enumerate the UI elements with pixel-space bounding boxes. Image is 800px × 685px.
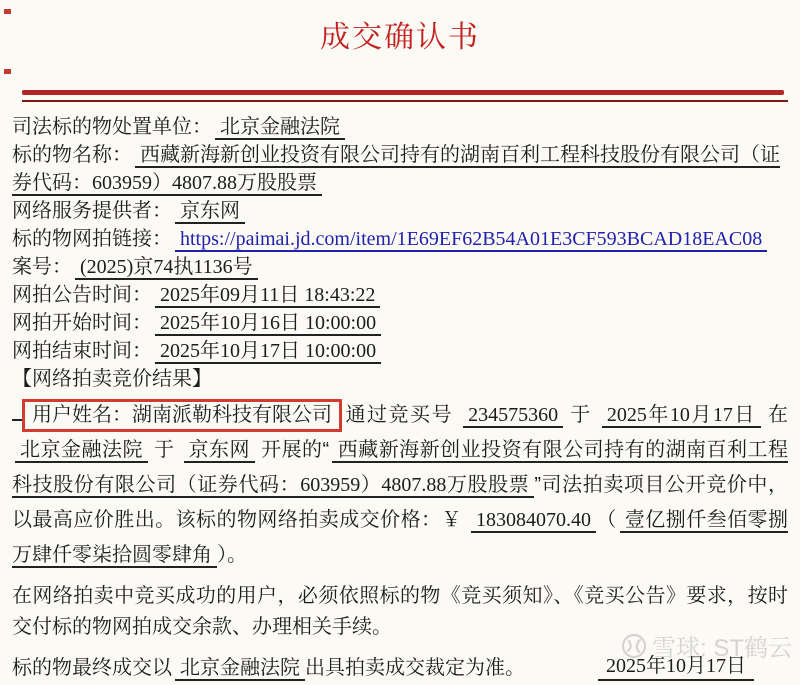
result-text: 通过竞买号 (344, 404, 461, 426)
winner-highlight-box (22, 399, 342, 432)
deal-price: 183084070.40 (471, 509, 596, 533)
field-label: 标的物网拍链接： (12, 228, 172, 250)
court-name: 北京金融法院 (15, 439, 148, 463)
field-list (12, 113, 788, 393)
result-text: 在 (760, 404, 789, 426)
field-label: 网拍公告时间： (12, 284, 152, 306)
case-number-value: (2025)京74执1136号 (75, 256, 258, 280)
signature-date: 2025年10月17日 (598, 649, 754, 681)
left-margin-red-mark (4, 69, 11, 74)
disposal-unit-value: 北京金融法院 (215, 116, 345, 140)
result-text: （ (595, 509, 617, 531)
auction-link[interactable]: https://paimai.jd.com/item/1E69EF62B54A01E3CF593BCAD18EAC08 (175, 228, 767, 252)
divider-thick-rule (22, 90, 784, 95)
payment-notice-paragraph: 在网络拍卖中竞买成功的用户，必须依照标的物《竞买须知》、《竞买公告》要求，按时交付标的物网拍成交余款、办理相关手续。 (12, 585, 788, 638)
watermark-text: 雪球: ST鹤云 (651, 635, 792, 662)
bid-number: 234575360 (463, 404, 563, 428)
field-row-disposal-unit (12, 113, 788, 141)
platform-name: 京东网 (184, 439, 255, 463)
field-row-subject-name (12, 141, 788, 197)
service-provider-value: 京东网 (175, 200, 245, 224)
page-title: 成交确认书 (320, 21, 480, 54)
left-margin-red-mark (4, 9, 11, 14)
auction-result-paragraph (12, 397, 788, 573)
final-text: 标的物最终成交以 (12, 657, 172, 679)
field-row-start-time (12, 309, 788, 337)
field-label: 案号： (12, 256, 72, 278)
field-label: 网络服务提供者： (12, 200, 172, 222)
result-text: ）。 (217, 544, 247, 566)
field-row-end-time (12, 337, 788, 365)
field-row-case-number (12, 253, 788, 281)
field-label: 网拍开始时间： (12, 312, 152, 334)
divider-thin-rule (22, 100, 788, 102)
winner-name: 湖南派勒科技有限公司 (132, 404, 332, 426)
field-row-service-provider (12, 197, 788, 225)
result-text: ”司法拍卖项目公开竞价中，以最高应价胜出。该标的物网络拍卖成交价格：￥ (12, 474, 789, 531)
field-label: 标的物名称： (12, 144, 132, 166)
result-text: 于 (563, 404, 599, 426)
auction-subject: 西藏新海新创业投资有限公司持有的湖南百利工程科技股份有限公司（证券代码：603959）4807.88万股股票 (12, 439, 789, 496)
field-label: 司法标的物处置单位： (12, 116, 212, 138)
user-name-label: 用户姓名： (32, 404, 132, 426)
win-date: 2025年10月17日 (602, 404, 761, 428)
result-text: 开展的“ (255, 439, 330, 461)
subject-name-value: 西藏新海新创业投资有限公司持有的湖南百利工程科技股份有限公司（证券代码：603959）4807.88万股股票 (12, 144, 780, 194)
field-row-auction-link (12, 225, 788, 253)
deal-price-capital: 壹亿捌仟叁佰零捌万肆仟零柒拾圆零肆角 (12, 509, 789, 566)
end-time-value: 2025年10月17日 10:00:00 (155, 340, 381, 364)
field-row-announce-time (12, 281, 788, 309)
section-heading-auction-result: 【网络拍卖竞价结果】 (12, 368, 212, 390)
final-court-name: 北京金融法院 (175, 657, 305, 681)
leading-underline (12, 397, 22, 421)
field-label: 网拍结束时间： (12, 340, 152, 362)
final-text: 出具拍卖成交裁定为准。 (305, 657, 525, 679)
result-text: 于 (147, 439, 181, 461)
start-time-value: 2025年10月16日 10:00:00 (155, 312, 381, 336)
announce-time-value: 2025年09月11日 18:43:22 (155, 284, 380, 308)
